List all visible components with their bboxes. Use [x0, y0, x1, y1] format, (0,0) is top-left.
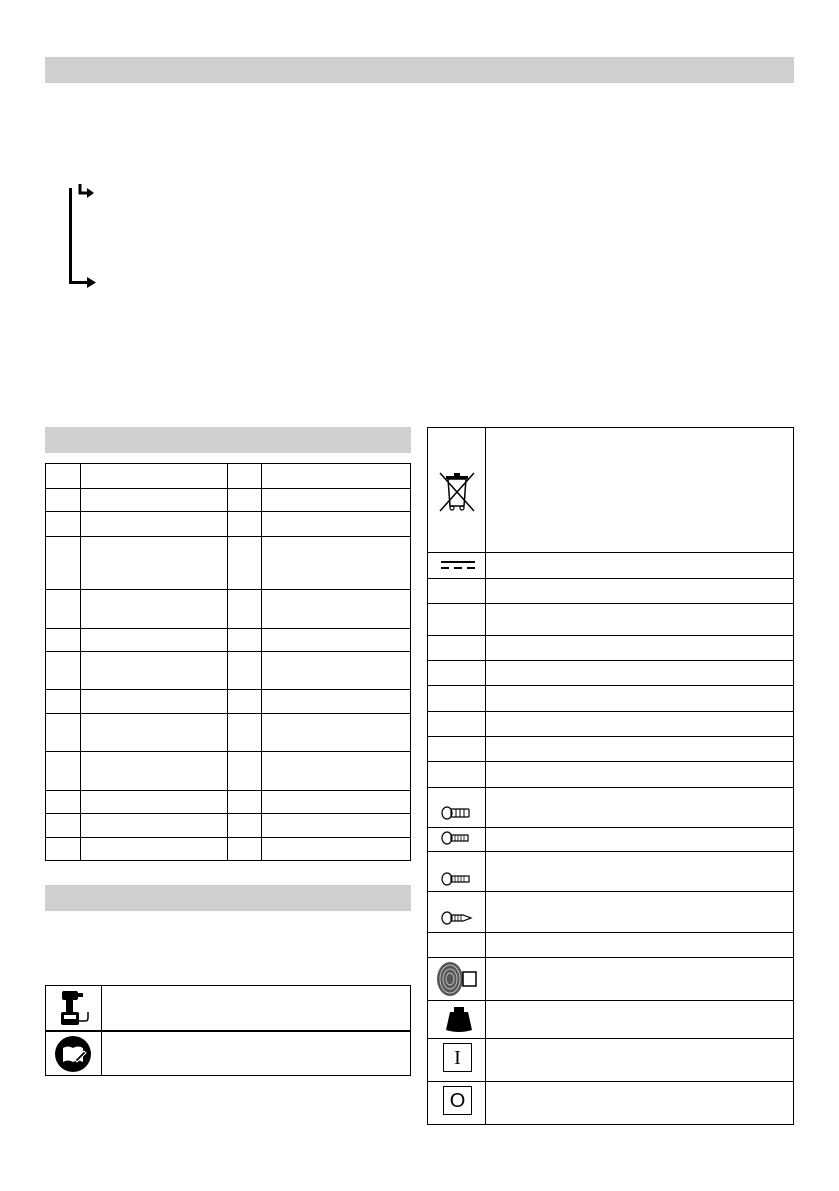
- specs-table: [45, 463, 411, 861]
- read-manual-icon: [53, 1034, 93, 1074]
- specs-band: [45, 427, 411, 453]
- torque-ring-icon: [436, 960, 480, 998]
- hex-bolt-icon: [441, 831, 471, 845]
- corner-arrow-icon: [84, 276, 98, 290]
- corner-arrow-icon: [78, 184, 96, 200]
- symbols-table: [427, 427, 794, 1125]
- machine-screw-icon: [441, 806, 471, 820]
- switch-on-glyph: I: [454, 1046, 461, 1069]
- bit-holder-icon: [444, 1006, 474, 1034]
- switch-on-icon: [443, 1043, 472, 1072]
- switch-off-glyph: O: [449, 1089, 466, 1112]
- wood-screw-icon: [441, 911, 473, 925]
- switch-off-icon: [443, 1086, 472, 1115]
- tool-on-charger-icon: [54, 988, 94, 1028]
- symbols-band: [45, 885, 411, 911]
- direct-current-icon: [440, 558, 476, 572]
- header-band: [45, 57, 794, 83]
- standard-bolt-icon: [441, 872, 471, 886]
- crossed-out-bin-icon: [437, 470, 477, 514]
